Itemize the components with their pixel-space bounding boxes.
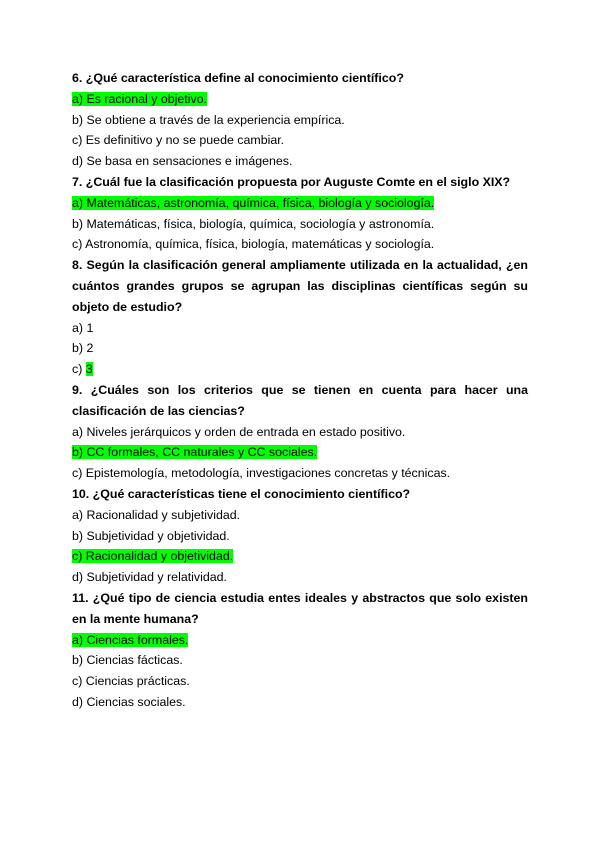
question-7 (72, 172, 528, 255)
answer-highlight: a) Matemáticas, astronomía, química, física, biología y sociología. (72, 195, 435, 210)
question-8-option-b: b) 2 (72, 341, 94, 356)
answer-highlight: 3 (85, 362, 93, 377)
question-8-option-c (72, 359, 528, 380)
answer-highlight: a) Es racional y objetivo. (72, 91, 207, 106)
question-6-title: 6. ¿Qué característica define al conocimiento científico? (72, 71, 404, 85)
question-9-title: 9. ¿Cuáles son los criterios que se tienen en cuenta para hacer una clasificación de las ciencias? (72, 382, 528, 418)
question-9-option-c: c) Epistemología, metodología, investigaciones concretas y técnicas. (72, 466, 451, 481)
question-8 (72, 255, 528, 380)
question-11-option-a (72, 630, 528, 651)
question-10-option-c (72, 546, 528, 567)
question-11-option-b: b) Ciencias fácticas. (72, 653, 183, 668)
question-9-option-a: a) Niveles jerárquicos y orden de entrada en estado positivo. (72, 424, 406, 439)
question-9-option-b (72, 442, 528, 463)
question-10-option-a: a) Racionalidad y subjetividad. (72, 507, 241, 522)
question-10-title: 10. ¿Qué características tiene el conocimiento científico? (72, 486, 411, 501)
question-7-option-a (72, 193, 528, 214)
question-6-option-d: d) Se basa en sensaciones e imágenes. (72, 154, 293, 169)
question-7-title: 7. ¿Cuál fue la clasificación propuesta por Auguste Comte en el siglo XIX? (72, 174, 511, 189)
question-10 (72, 484, 528, 588)
document-page (72, 68, 528, 713)
question-11-option-c: c) Ciencias prácticas. (72, 674, 190, 689)
question-11 (72, 588, 528, 713)
question-6-option-c: c) Es definitivo y no se puede cambiar. (72, 133, 285, 148)
question-7-option-c: c) Astronomía, química, física, biología, matemáticas y sociología. (72, 237, 435, 252)
question-9 (72, 380, 528, 484)
question-11-option-d: d) Ciencias sociales. (72, 694, 186, 709)
option-c-prefix: c) (72, 362, 86, 377)
question-6-option-a (72, 89, 528, 110)
answer-highlight: c) Racionalidad y objetividad. (72, 549, 234, 564)
question-6-option-b: b) Se obtiene a través de la experiencia empírica. (72, 112, 345, 127)
question-6 (72, 68, 528, 172)
question-11-title: 11. ¿Qué tipo de ciencia estudia entes ideales y abstractos que solo existen en la mente humana? (72, 590, 528, 626)
answer-highlight: a) Ciencias formales. (72, 632, 189, 647)
question-10-option-b: b) Subjetividad y objetividad. (72, 528, 230, 543)
question-7-option-b: b) Matemáticas, física, biología, química, sociología y astronomía. (72, 216, 435, 231)
question-8-option-a: a) 1 (72, 320, 94, 335)
answer-highlight: b) CC formales, CC naturales y CC sociales. (72, 445, 318, 460)
question-8-title: 8. Según la clasificación general ampliamente utilizada en la actualidad, ¿en cuántos grandes grupos se agrupan las disciplinas científicas según su objeto de estudio? (72, 258, 528, 314)
question-10-option-d: d) Subjetividad y relatividad. (72, 570, 227, 585)
